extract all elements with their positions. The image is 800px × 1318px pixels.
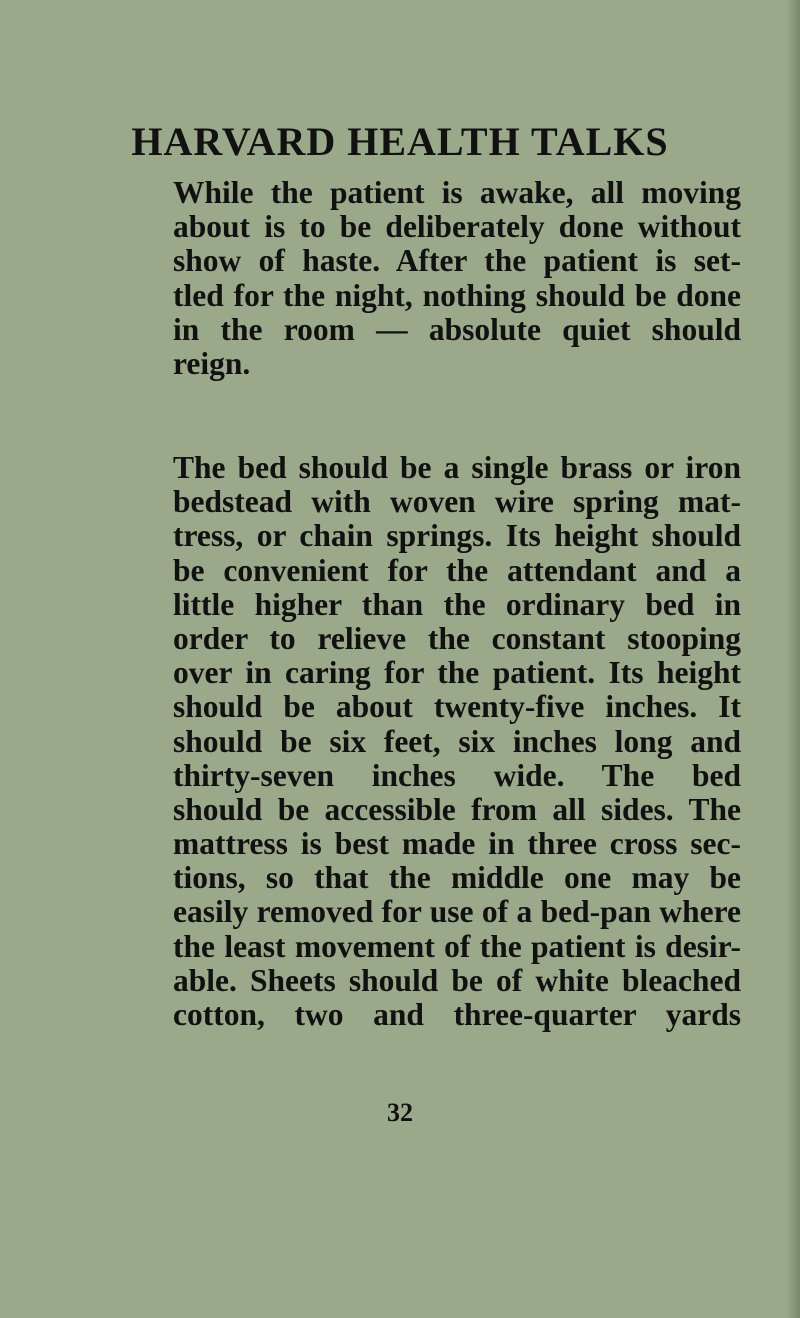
text-line: tled for the night, nothing should be done bbox=[173, 277, 741, 313]
text-line: cotton, two and three-quarter yards bbox=[173, 997, 741, 1032]
text-line: While the patient is awake, all moving bbox=[173, 175, 741, 210]
running-header: HARVARD HEALTH TALKS bbox=[131, 119, 669, 164]
page-number: 32 bbox=[387, 1098, 413, 1127]
text-line: in the room — absolute quiet should bbox=[173, 311, 741, 347]
text-line: should be six feet, six inches long and bbox=[173, 723, 741, 759]
text-line: easily removed for use of a bed-pan where bbox=[173, 894, 741, 930]
text-line: able. Sheets should be of white bleached bbox=[173, 962, 741, 998]
text-line: about is to be deliberately done without bbox=[173, 209, 741, 245]
text-line: show of haste. After the patient is set- bbox=[173, 243, 741, 279]
text-line: over in caring for the patient. Its height bbox=[173, 655, 741, 691]
text-line: The bed should be a single brass or iron bbox=[173, 450, 741, 485]
text-line: tress, or chain springs. Its height should bbox=[173, 518, 741, 554]
text-line: mattress is best made in three cross sec- bbox=[173, 826, 741, 862]
paragraph-1 bbox=[173, 176, 741, 381]
text-line: little higher than the ordinary bed in bbox=[173, 586, 741, 622]
text-line: bedstead with woven wire spring mat- bbox=[173, 484, 741, 520]
text-line: reign. bbox=[173, 345, 251, 381]
text-line: should be about twenty-five inches. It bbox=[173, 689, 741, 725]
text-line: the least movement of the patient is desir- bbox=[173, 928, 741, 964]
text-line: tions, so that the middle one may be bbox=[173, 860, 741, 896]
text-line: order to relieve the constant stooping bbox=[173, 620, 741, 656]
text-line: should be accessible from all sides. The bbox=[173, 791, 741, 827]
text-line: thirty-seven inches wide. The bed bbox=[173, 757, 741, 793]
text-line: be convenient for the attendant and a bbox=[173, 552, 741, 588]
paragraph-2 bbox=[173, 451, 741, 1032]
